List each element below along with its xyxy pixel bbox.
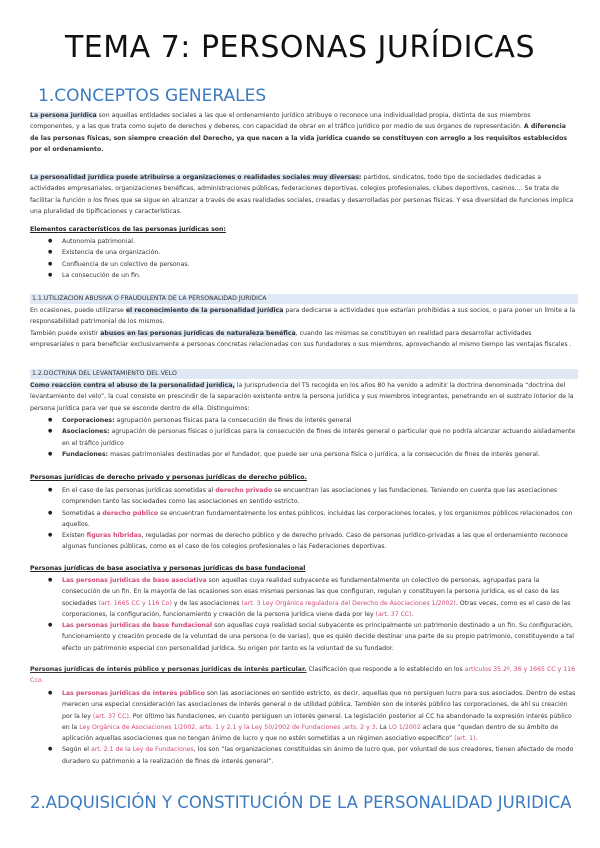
item-term: Corporaciones: xyxy=(62,417,115,424)
paragraph-abuso xyxy=(30,305,576,350)
text: la Jurisprudencia del TS recogida en los años 80 ha venido a admitir la doctrina denominada “doctrina del levantamiento del velo”, la cual consiste en prescindir de la separación existente entre la persona jurídica y sus miembros integrantes, penetrando en el sustrato interior de la persona jurídica para ver que se esconde dentro de ella. Distinguimos: xyxy=(30,382,574,412)
item-term: Asociaciones: xyxy=(62,428,110,436)
text: . Otras veces, como es el caso de las corporaciones, la configuración, funcionamiento y creación de la persona jurídica viene dada por ley xyxy=(62,599,571,618)
list-item xyxy=(30,415,576,426)
text: Según el xyxy=(62,746,91,754)
text: . xyxy=(411,610,414,618)
subsection-1-1: 1.1.UTILIZACION ABUSIVA O FRAUDULENTA DE LA PERSONALIDAD JURIDICA xyxy=(30,294,578,304)
text-highlight: Como reacción contra el abuso de la personalidad jurídica, xyxy=(30,382,235,389)
text-pink: art. 2.1 de la Ley de Fundaciones xyxy=(90,746,194,754)
text-pink: derecho privado xyxy=(215,487,273,494)
list-item: ● La consecución de un fin. xyxy=(30,270,576,281)
text: partidos, sindicatos, todo tipo de sociedades dedicadas a actividades empresariales, organizaciones benéficas, administraciones públicas, federaciones deportivas, colegios profesionales, clubes deportivos, casinos.... Se trata de facilitar la función o los fines que se sigue en alcanzar a través de esas realidades sociales, creadas y desarrolladas por personas físicas. Y esa diversidad de funciones implica una pluralidad de tipificaciones y características. xyxy=(30,174,574,215)
term-persona-juridica: La persona jurídica xyxy=(30,112,97,119)
text: , los son “las organizaciones constituidas sin ánimo de lucro que, por voluntad de sus creadores, tienen afectado de modo duradero su patrimonio a la realización de fines de interés general”. xyxy=(62,746,574,765)
subsection-1-2: 1.2.DOCTRINA DEL LEVANTAMIENTO DEL VELO xyxy=(30,369,578,379)
list-item: ● Autonomía patrimonial. xyxy=(30,236,576,247)
list-item xyxy=(30,744,576,767)
text: aclara que “quedan dentro de su ámbito de aplicación aquellas asociaciones que no tengan ánimo de lucro y que no estén sometidas a un régimen asociativo específico” xyxy=(62,723,559,743)
list-item xyxy=(30,575,576,620)
text: Sometidas a xyxy=(62,509,103,517)
list-item xyxy=(30,426,576,449)
paragraph-persona-juridica xyxy=(30,110,576,155)
list-item xyxy=(30,530,576,553)
text: son aquellas cuya realidad social subyacente es principalmente un patrimonio destinado a un fin. Su configuración, funcionamiento y creación procede de la voluntad de una persona (o de varias), que es quién decide destinar una parte de su propio patrimonio, constituyendo a tal efecto un patrimonio especial con personalidad jurídica. Su origen por tanto es la voluntad de su fundador. xyxy=(62,622,575,652)
base-list xyxy=(30,575,576,654)
text: En ocasiones, puede utilizarse xyxy=(30,307,126,314)
list-item xyxy=(30,620,576,654)
label-base: Personas jurídicas de base asociativa y personas jurídicas de base fundacional xyxy=(30,565,306,572)
text: También puede existir xyxy=(30,329,101,337)
paragraph-personalidad xyxy=(30,172,576,217)
list-item: ● Confluencia de un colectivo de personas. xyxy=(30,259,576,270)
list-item xyxy=(30,688,576,744)
paragraph-velo xyxy=(30,380,576,414)
text: Existen xyxy=(62,532,87,540)
text: . La xyxy=(375,723,389,731)
text-pink: Las personas jurídicas de interés público xyxy=(62,690,205,697)
elements-list xyxy=(30,236,576,281)
text-pink: (art. 37 CC) xyxy=(375,610,412,618)
text: son las asociaciones en sentido estricto, es decir, aquellas que no persiguen lucro para sus asociados. Dentro de estas merecen una especial consideración las asociaciones de interés general o de utilidad pública. También son de interés público las corporaciones, de ahí su creación por la ley xyxy=(62,690,576,720)
text-pink: Las personas jurídicas de base asociativa xyxy=(62,577,207,584)
item-text: masas patrimoniales destinadas por el fundador, que puede ser una persona física o jurídica, a la consecución de fines de interés general. xyxy=(108,450,540,458)
item-term: Fundaciones: xyxy=(62,450,109,458)
text: . xyxy=(475,735,478,743)
text-pink: Las personas jurídicas de base fundacional xyxy=(62,622,213,630)
text-highlight: abusos en las personas jurídicas de naturaleza benéfica xyxy=(100,329,296,337)
text-pink: (art. 37 CC) xyxy=(92,712,129,720)
text: . Por último las fundaciones, en cuanto persiguen un interés general. La legislación posterior al CC ha abandonado la expresión interés público en la xyxy=(62,712,572,731)
text: son aquellas entidades sociales a las que el ordenamiento jurídico atribuye o reconoce una individualidad propia, distinta de sus miembros componentes, y a las que trata como sujeto de derechos y deberes, con capacidad de obrar en el tráfico jurídico por medio de sus órganos de representación. xyxy=(30,112,531,131)
text: En el caso de las personas jurídicas sometidas al xyxy=(62,487,216,494)
list-item xyxy=(30,449,576,460)
text: , reguladas por normas de derecho público y de derecho privado. Caso de personas jurídico-privadas a las que el ordenamiento reconoce algunas funciones públicas, como es el caso de los colegios profesionales o las Federaciones deportivas. xyxy=(62,532,568,551)
text: Clasificación que responde a lo establecido en los xyxy=(306,666,465,673)
velo-list xyxy=(30,415,576,460)
item-text: agrupación de personas físicas o jurídicas para la consecución de fines de interés general o particular que no podría alcanzar actuando aisladamente en el tráfico jurídico xyxy=(62,428,576,447)
text: y de las asociaciones xyxy=(171,599,242,607)
label-derecho-privado: Personas jurídicas de derecho privado y personas jurídicas de derecho público. xyxy=(30,474,307,481)
label-interes xyxy=(30,664,576,687)
text-pink: Ley Orgánica de Asociaciones 1/2002, arts. 1 y 2.1 y la Ley 50/2002 de Fundaciones ,arts. 2 y 3 xyxy=(79,723,376,731)
page-title: TEMA 7: PERSONAS JURÍDICAS xyxy=(64,30,535,65)
section-heading-2: 2.ADQUISICIÓN Y CONSTITUCIÓN DE LA PERSONALIDAD JURIDICA xyxy=(30,793,572,812)
term-personalidad-juridica: La personalidad jurídica puede atribuirse a organizaciones o realidades sociales muy diversas: xyxy=(30,174,362,181)
text-highlight: el reconocimiento de la personalidad jurídica xyxy=(125,307,284,314)
elements-label: Elementos característicos de las personas jurídicas son: xyxy=(30,226,226,233)
text-pink: (art. 3 Ley Orgánica reguladora del Derecho de Asociaciones 1/2002) xyxy=(241,599,456,607)
text-bold: Personas jurídicas de interés público y personas jurídicas de interés particular. xyxy=(30,666,307,673)
text-bold: A diferencia de las personas físicas, son siempre creación del Derecho, ya que nacen a la vida jurídica cuando se constituyen con arreglo a los requisitos establecidos por el ordenamiento. xyxy=(30,123,568,153)
text-pink: figuras híbridas xyxy=(86,532,142,540)
list-item xyxy=(30,485,576,508)
interes-list xyxy=(30,688,576,767)
text-pink: artículos 35.2º, 36 y 1665 CC y 116 Cco. xyxy=(30,666,576,685)
list-item: ● Existencia de una organización. xyxy=(30,247,576,258)
text-pink: derecho público xyxy=(102,509,159,517)
text: se encuentran fundamentalmente los entes públicos, incluidas las corporaciones locales, y los organismos públicos relacionados con aquellos. xyxy=(62,509,573,528)
section-heading-1: 1.CONCEPTOS GENERALES xyxy=(38,86,267,106)
list-item xyxy=(30,508,576,531)
text: para dedicarse a actividades que estarían prohibidas a sus socios, o para poner un límite a la responsabilidad patrimonial de los mismos. xyxy=(30,307,576,326)
text: son aquellas cuya realidad subyacente es fundamentalmente un colectivo de personas, agrupadas para la consecución de un fin. En la mayoría de las ocasiones son esas mismas personas las que configuran, regulan y constituyen la persona jurídica, es el caso de las sociedades xyxy=(62,577,560,607)
text: se encuentran las asociaciones y las fundaciones. Teniendo en cuenta que las asociaciones comprenden tanto las sociedades como las asociaciones en sentido estricto. xyxy=(62,487,558,506)
privado-list xyxy=(30,485,576,553)
text: , cuando las mismas se constituyen en realidad para desarrollar actividades empresariales o para beneficiar exclusivamente a personas concretas relacionadas con sus fundadores o sus miembros, aprovechando al mismo tiempo las ventajas fiscales . xyxy=(30,329,572,348)
item-text: agrupación personas físicas para la consecución de fines de interés general xyxy=(114,417,352,424)
text-pink: (art. 1665 CC y 116 Co) xyxy=(98,599,172,607)
text-pink: (art. 1) xyxy=(454,735,476,743)
text-pink: LO 1/2002 xyxy=(388,723,421,731)
